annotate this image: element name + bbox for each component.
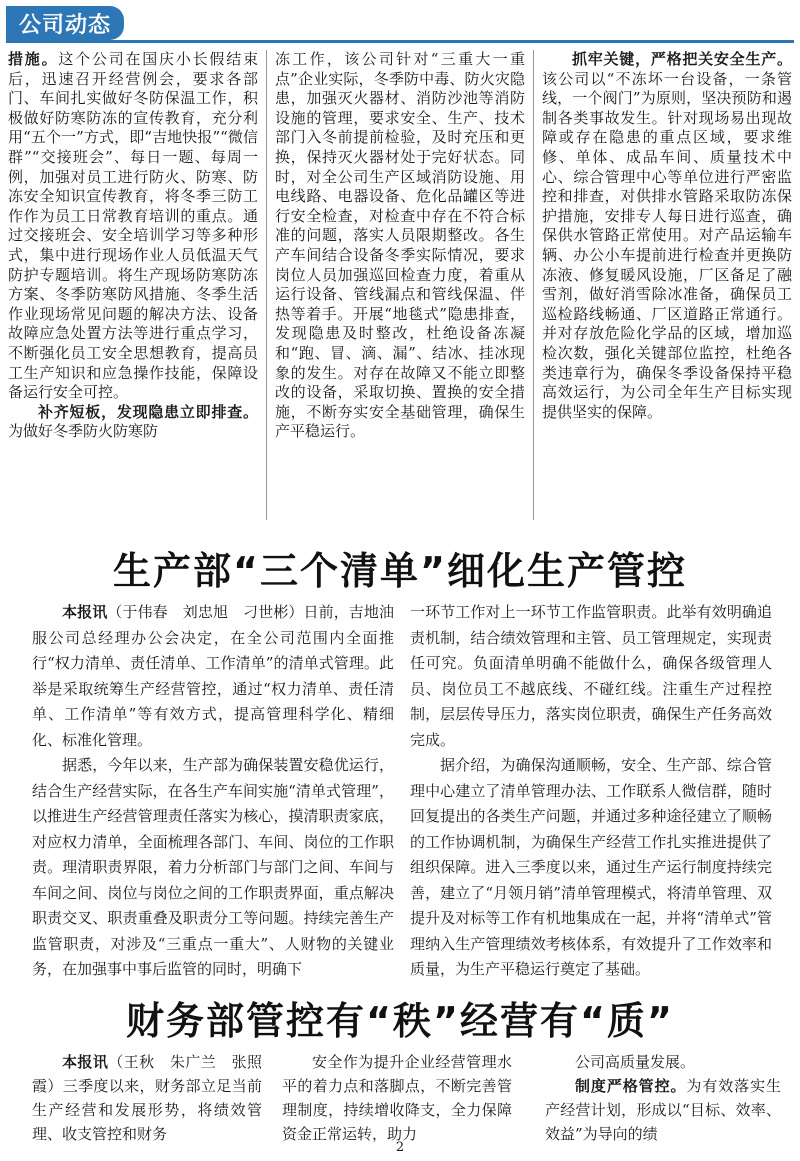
paragraph: 据介绍，为确保沟通顺畅，安全、生产部、综合管理中心建立了清单管理办法、工作联系人微信群，随时回复提出的各类生产问题，并通过多种途径建立了顺畅的工作协调机制，为确保生产经营工作扎实推进提供了组织保障。进入三季度以来，通过生产运行制度持续完善，建立了“月领月销”清单管理模式，将清单管理、双提升及对标等工作有机地集成在一起，并将“清单式”管理纳入生产管理绩效考核体系，有效提升了工作效率和质量，为生产平稳运行奠定了基础。 bbox=[410, 756, 772, 978]
paragraph: 一环节工作对上一环节工作监管职责。此举有效明确追责机制，结合绩效管理和主管、员工管理规定，实现责任可究。负面清单明确不能做什么，确保各级管理人员、岗位员工不越底线、不碰红线。注重生产过程控制，层层传导压力，落实岗位职责，确保生产任务高效完成。 bbox=[410, 603, 772, 749]
article3-column-2 bbox=[282, 1050, 512, 1142]
top-column-3 bbox=[542, 50, 792, 528]
article-headline: 生产部“三个清单”细化生产管控 bbox=[113, 549, 687, 593]
article3-column-1 bbox=[32, 1050, 262, 1142]
paragraph: 措施。这个公司在国庆小长假结束后，迅速召开经营例会，要求各部门、车间扎实做好冬防保温工作，积极做好防寒防冻的宣传教育，充分利用“五个一”方式，即“吉地快报”“微信群”“交接班会”、每日一题、每周一例，加强对员工进行防火、防寒、防冻安全知识宣传教育，将冬季三防工作作为员工日常教育培训的重点。通过交接班会、安全培训学习等多种形式，集中进行现场作业人员低温天气防护专题培训。将生产现场防寒防冻方案、冬季防寒防风措施、冬季生活作业现场常见问题的解决方法、设备故障应急处置方法等进行重点学习，不断强化员工安全思想教育，提高员工生产知识和应急操作技能，保障设备运行安全可控。 bbox=[8, 50, 258, 402]
section-tag: 公司动态 bbox=[6, 6, 124, 40]
column-divider bbox=[266, 50, 267, 520]
paragraph: 公司高质量发展。 bbox=[575, 1053, 696, 1071]
article-headline: 财务部管控有“秩”经营有“质” bbox=[126, 999, 674, 1043]
article2-left-column bbox=[32, 600, 394, 980]
paragraph: 制度严格管控。为有效落实生产经营计划，形成以“目标、效率、效益”为导向的绩 bbox=[545, 1077, 781, 1142]
paragraph: 冻工作，该公司针对“三重大一重点”企业实际，冬季防中毒、防火灾隐患，加强灭火器材、消防沙池等消防设施的管理，要求安全、生产、技术部门入冬前提前检验，及时充压和更换，保持灭火器材处于完好状态。同时，对全公司生产区域消防设施、用电线路、电器设备、危化品罐区等进行安全检查，对检查中存在不符合标准的问题，落实人员限期整改。各生产车间结合设备冬季实际情况，要求岗位人员加强巡回检查力度，着重从运行设备、管线漏点和管线保温、伴热等着手。开展“地毯式”隐患排查，发现隐患及时整改，杜绝设备冻凝和“跑、冒、滴、漏”、结冰、挂冰现象的发生。对存在故障又不能立即整改的设备，采取切换、置换的安全措施，不断夯实安全基础管理，确保生产平稳运行。 bbox=[275, 50, 525, 441]
top-column-1 bbox=[8, 50, 258, 528]
article2-right-column bbox=[410, 600, 772, 980]
paragraph: 本报讯（王秋 朱广兰 张照霞）三季度以来，财务部立足当前生产经营和发展形势，将绩效管理、收支管控和财务 bbox=[32, 1053, 262, 1142]
header-rule bbox=[6, 40, 794, 43]
page-number: 2 bbox=[395, 1140, 405, 1155]
top-column-2 bbox=[275, 50, 525, 528]
paragraph: 据悉，今年以来，生产部为确保装置安稳优运行，结合生产经营实际，在各生产车间实施“清单式管理”，以推进生产经营管理责任落实为核心，摸清职责家底，对应权力清单，全面梳理各部门、车间、岗位的工作职责。理清职责界限，着力分析部门与部门之间、车间与车间之间、岗位与岗位之间的工作职责界面，重点解决职责交叉、职责重叠及职责分工等问题。持续完善生产监管职责，对涉及“三重点一重大”、人财物的关键业务，在加强事中事后监管的同时，明确下 bbox=[32, 756, 394, 978]
article3-column-3 bbox=[545, 1050, 781, 1142]
column-divider bbox=[533, 50, 534, 520]
paragraph: 安全作为提升企业经营管理水平的着力点和落脚点，不断完善管理制度，持续增收降支，全力保障资金正常运转，助力 bbox=[282, 1053, 512, 1142]
paragraph: 补齐短板，发现隐患立即排查。为做好冬季防火防寒防 bbox=[8, 402, 258, 441]
paragraph: 抓牢关键，严格把关安全生产。该公司以“不冻坏一台设备，一条管线，一个阀门”为原则，坚决预防和遏制各类事故发生。针对现场易出现故障或存在隐患的重点区域，要求维修、单体、成品车间、质量技术中心、综合管理中心等单位进行严密监控和排查，对供排水管路采取防冻保护措施，安排专人每日进行巡查，确保供水管路正常使用。对产品运输车辆、办公小车提前进行检查并更换防冻液、修复暖风设施，厂区备足了融雪剂，做好消雪除冰准备，确保员工巡检路线畅通、厂区道路正常通行。并对存放危险化学品的区域，增加巡检次数，强化关键部位监控，杜绝各类违章行为，确保冬季设备保持平稳高效运行，为公司全年生产目标实现提供坚实的保障。 bbox=[542, 50, 792, 421]
paragraph: 本报讯（于伟春 刘忠旭 刁世彬）日前，吉地油服公司总经理办公会决定，在全公司范围内全面推行“权力清单、责任清单、工作清单”的清单式管理。此举是采取统筹生产经营管控，通过“权力清单、责任清单、工作清单”等有效方式，提高管理科学化、精细化、标准化管理。 bbox=[32, 603, 394, 749]
